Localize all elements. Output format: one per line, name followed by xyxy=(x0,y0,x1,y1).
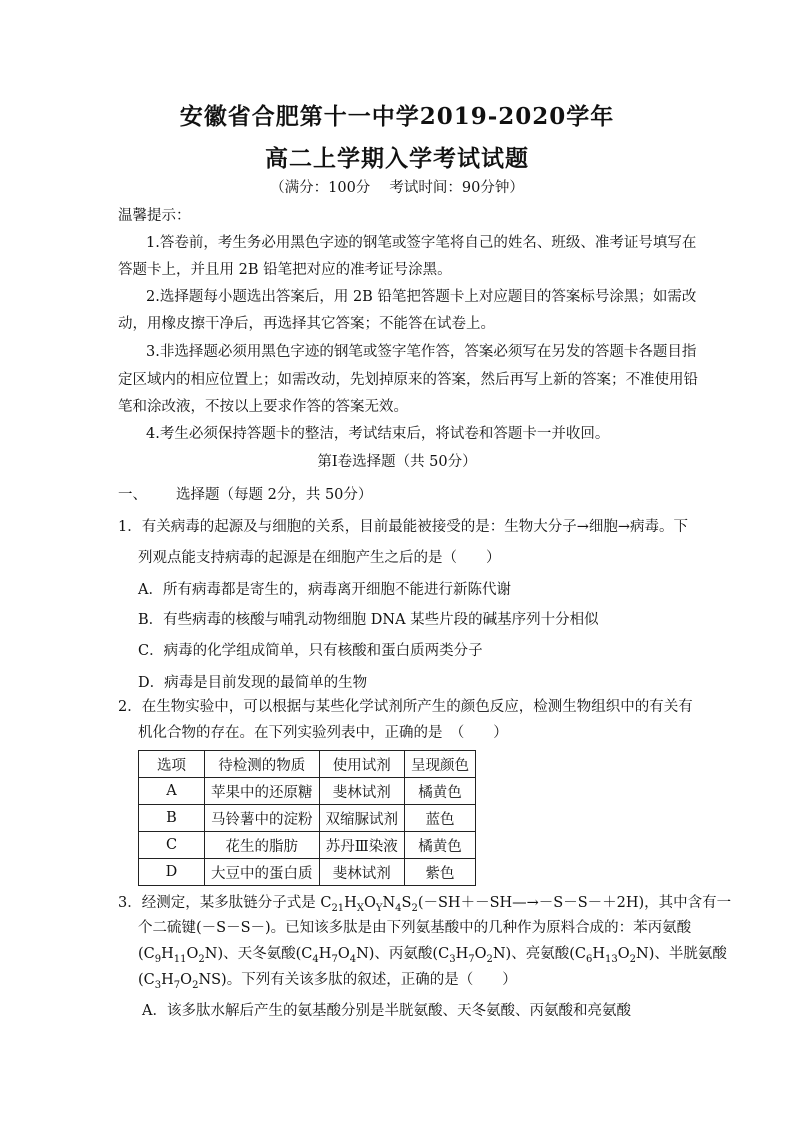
question-2-stem-cont: 机化合物的存在。在下列实验列表中，正确的是 （ ） xyxy=(138,725,508,741)
table-cell: 橘黄色 xyxy=(405,778,476,805)
notice-line: 定区域内的相应位置上；如需改动，先划掉原来的答案，然后再写上新的答案；不准使用铅 xyxy=(118,372,698,388)
notice-line: 1.答卷前，考生务必用黑色字迹的钢笔或签字笔将自己的姓名、班级、准考证号填写在 xyxy=(146,235,697,251)
table-cell: 苹果中的还原糖 xyxy=(205,778,320,805)
question-1-option-d: D．病毒是目前发现的最简单的生物 xyxy=(138,675,368,691)
table-cell: 苏丹Ⅲ染液 xyxy=(319,832,405,859)
exam-title-line1: 安徽省合肥第十一中学2019-2020学年 xyxy=(179,103,615,130)
question-3-stem-cont: 个二硫键(－S－S－)。已知该多肽是由下列氨基酸中的几种作为原料合成的：苯丙氨酸 xyxy=(138,920,692,936)
table-header-cell: 呈现颜色 xyxy=(405,751,476,778)
table-cell: 双缩脲试剂 xyxy=(319,805,405,832)
question-1-option-a: A．所有病毒都是寄生的，病毒离开细胞不能进行新陈代谢 xyxy=(138,582,511,598)
table-row xyxy=(139,859,476,886)
question-3-formula-line: $(C_9H_{11}O_2N)$、天冬氨酸$(C_4H_7O_4N)$、丙氨酸$(C_3H_7O_2N)$、亮氨酸$(C_6H_{13}O_2N)$、半胱氨酸 xyxy=(138,946,727,965)
table-cell: A xyxy=(139,778,205,805)
notice-heading: 温馨提示： xyxy=(118,208,191,224)
question-2-stem: 2．在生物实验中，可以根据与某些化学试剂所产生的颜色反应，检测生物组织中的有关有 xyxy=(118,699,693,715)
table-header-cell: 使用试剂 xyxy=(319,751,405,778)
question-3-stem: 3．经测定，某多肽链分子式是 $C_{21}H_XO_YN_4S_2(-SH+-SH—\to-S-S-+2H)$，其中含有一 xyxy=(118,895,732,914)
exam-info: （满分：100分 考试时间：90分钟） xyxy=(270,180,524,196)
table-cell: 橘黄色 xyxy=(405,832,476,859)
table-row xyxy=(139,805,476,832)
notice-line: 3.非选择题必须用黑色字迹的钢笔或签字笔作答，答案必须写在另发的答题卡各题目指 xyxy=(146,344,697,360)
part-title: 选择题（每题 2分，共 50分） xyxy=(176,487,373,503)
table-cell: 大豆中的蛋白质 xyxy=(205,859,320,886)
question-1-option-b: B．有些病毒的核酸与哺乳动物细胞 DNA 某些片段的碱基序列十分相似 xyxy=(138,612,599,628)
table-header-cell: 待检测的物质 xyxy=(205,751,320,778)
question-1-stem-cont: 列观点能支持病毒的起源是在细胞产生之后的是（ ） xyxy=(138,550,501,566)
experiment-table xyxy=(138,750,476,886)
notice-line: 4.考生必须保持答题卡的整洁，考试结束后，将试卷和答题卡一并收回。 xyxy=(146,426,610,442)
table-cell: 斐林试剂 xyxy=(319,859,405,886)
table-row xyxy=(139,778,476,805)
table-cell: C xyxy=(139,832,205,859)
table-cell: B xyxy=(139,805,205,832)
exam-title-line2: 高二上学期入学考试试题 xyxy=(265,145,529,172)
table-cell: 蓝色 xyxy=(405,805,476,832)
table-cell: D xyxy=(139,859,205,886)
table-header-row xyxy=(139,751,476,778)
notice-line: 2.选择题每小题选出答案后，用 2B 铅笔把答题卡上对应题目的答案标号涂黑；如需改 xyxy=(146,289,697,305)
table-header-cell: 选项 xyxy=(139,751,205,778)
table-row xyxy=(139,832,476,859)
notice-line: 答题卡上，并且用 2B 铅笔把对应的准考证号涂黑。 xyxy=(118,262,452,278)
question-3-option-a: A．该多肽水解后产生的氨基酸分别是半胱氨酸、天冬氨酸、丙氨酸和亮氨酸 xyxy=(142,1003,631,1019)
question-1-option-c: C．病毒的化学组成简单，只有核酸和蛋白质两类分子 xyxy=(138,643,483,659)
table-cell: 斐林试剂 xyxy=(319,778,405,805)
table-cell: 马铃薯中的淀粉 xyxy=(205,805,320,832)
notice-line: 笔和涂改液，不按以上要求作答的答案无效。 xyxy=(118,399,408,415)
volume-title: 第Ⅰ卷选择题（共 50分） xyxy=(317,454,477,470)
part-number: 一、 xyxy=(118,487,147,503)
table-cell: 花生的脂肪 xyxy=(205,832,320,859)
question-3-formula-line2: $(C_3H_7O_2NS)$。下列有关该多肽的叙述，正确的是（ ） xyxy=(138,972,517,991)
question-1-stem: 1．有关病毒的起源及与细胞的关系，目前最能被接受的是：生物大分子→细胞→病毒。下 xyxy=(118,519,689,535)
table-cell: 紫色 xyxy=(405,859,476,886)
notice-line: 动，用橡皮擦干净后，再选择其它答案；不能答在试卷上。 xyxy=(118,316,495,332)
